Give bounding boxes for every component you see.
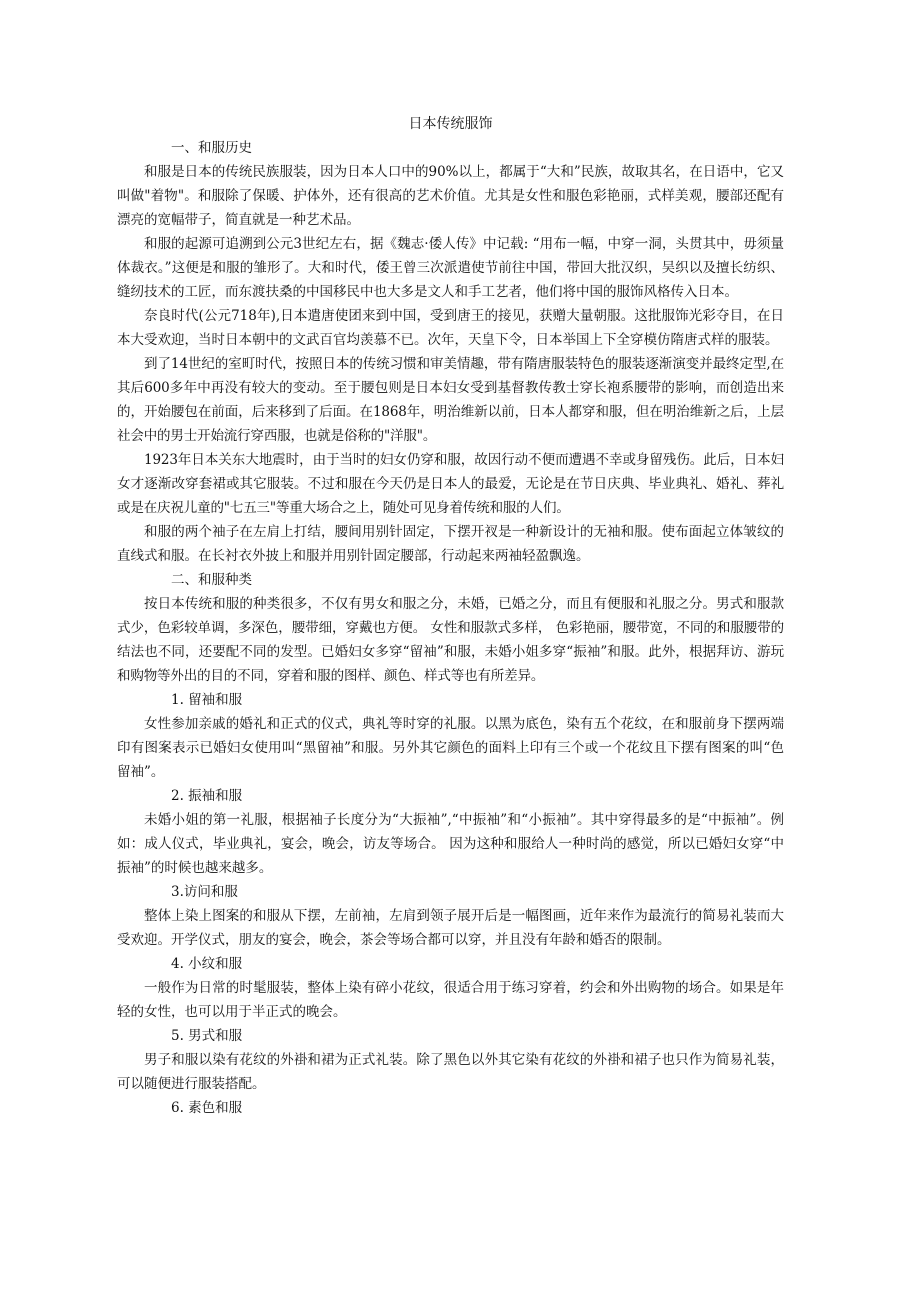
kind-heading-mens: 5. 男式和服 bbox=[171, 1028, 243, 1044]
kind-heading-iromuji: 6. 素色和服 bbox=[171, 1100, 243, 1116]
section-heading-history: 一、和服历史 bbox=[171, 140, 252, 156]
paragraph: 到了14世纪的室町时代，按照日本的传统习惯和审美情趣，带有隋唐服装特色的服装逐渐演变并最终定型,在其后600多年中再没有较大的变动。至于腰包则是日本妇女受到基督教传教士穿长袍系腰带的影响，而创造出来的，开始腰包在前面，后来移到了后面。在1868年，明治维新以前，日本人都穿和服，但在明治维新之后，上层社会中的男士开始流行穿西服，也就是俗称的"洋服"。 bbox=[117, 356, 784, 444]
document-page bbox=[117, 112, 784, 1120]
kind-heading-houmongi: 3.访问和服 bbox=[171, 884, 238, 900]
kind-heading-tomesode: 1. 留袖和服 bbox=[171, 692, 243, 708]
paragraph: 一般作为日常的时髦服装，整体上染有碎小花纹，很适合用于练习穿着，约会和外出购物的场合。如果是年轻的女性，也可以用于半正式的晚会。 bbox=[117, 980, 784, 1020]
paragraph: 男子和服以染有花纹的外褂和裙为正式礼装。除了黑色以外其它染有花纹的外褂和裙子也只作为简易礼装，可以随便进行服装搭配。 bbox=[117, 1052, 784, 1092]
kind-heading-furisode: 2. 振袖和服 bbox=[171, 788, 243, 804]
paragraph: 1923年日本关东大地震时，由于当时的妇女仍穿和服，故因行动不便而遭遇不幸或身留残伤。此后，日本妇女才逐渐改穿套裙或其它服装。不过和服在今天仍是日本人的最爱，无论是在节日庆典、毕业典礼、婚礼、葬礼或是在庆祝儿童的"七五三"等重大场合之上，随处可见身着传统和服的人们。 bbox=[117, 452, 784, 516]
paragraph: 和服的两个袖子在左肩上打结，腰间用别针固定，下摆开衩是一种新设计的无袖和服。使布面起立体皱纹的直线式和服。在长衬衣外披上和服并用别针固定腰部，行动起来两袖轻盈飘逸。 bbox=[117, 524, 784, 564]
section-heading-kinds: 二、和服种类 bbox=[171, 572, 252, 588]
paragraph: 按日本传统和服的种类很多，不仅有男女和服之分，未婚，已婚之分，而且有便服和礼服之分。男式和服款式少，色彩较单调，多深色，腰带细，穿戴也方便。 女性和服款式多样， 色彩艳丽，腰带宽，不同的和服腰带的结法也不同，还要配不同的发型。已婚妇女多穿“留袖”和服，未婚小姐多穿“振袖”和服。此外，根据拜访、游玩和购物等外出的目的不同，穿着和服的图样、颜色、样式等也有所差异。 bbox=[117, 596, 784, 684]
paragraph: 未婚小姐的第一礼服，根据袖子长度分为“大振袖”,“中振袖”和“小振袖”。其中穿得最多的是“中振袖”。例如：成人仪式，毕业典礼，宴会，晚会，访友等场合。 因为这种和服给人一种时尚的感觉，所以已婚妇女穿“中振袖”的时候也越来越多。 bbox=[117, 812, 784, 876]
document-title: 日本传统服饰 bbox=[408, 116, 493, 132]
kind-heading-komon: 4. 小纹和服 bbox=[171, 956, 243, 972]
paragraph: 和服的起源可追溯到公元3世纪左右，据《魏志·倭人传》中记载: “用布一幅，中穿一洞，头贯其中，毋须量体裁衣。”这便是和服的雏形了。大和时代，倭王曾三次派遣使节前往中国，带回大批汉织，吴织以及擅长纺织、缝纫技术的工匠，而东渡扶桑的中国移民中也大多是文人和手工艺者，他们将中国的服饰风格传入日本。 bbox=[117, 236, 784, 300]
paragraph: 和服是日本的传统民族服装，因为日本人口中的90%以上，都属于“大和”民族，故取其名，在日语中，它又叫做"着物"。和服除了保暖、护体外，还有很高的艺术价值。尤其是女性和服色彩艳丽，式样美观，腰部还配有漂亮的宽幅带子，简直就是一种艺术品。 bbox=[117, 164, 784, 228]
paragraph: 女性参加亲戚的婚礼和正式的仪式，典礼等时穿的礼服。以黑为底色，染有五个花纹，在和服前身下摆两端印有图案表示已婚妇女使用叫“黑留袖”和服。另外其它颜色的面料上印有三个或一个花纹且下摆有图案的叫“色留袖”。 bbox=[117, 716, 784, 780]
paragraph: 整体上染上图案的和服从下摆，左前袖，左肩到领子展开后是一幅图画，近年来作为最流行的简易礼装而大受欢迎。开学仪式，朋友的宴会，晚会，茶会等场合都可以穿，并且没有年龄和婚否的限制。 bbox=[117, 908, 784, 948]
paragraph: 奈良时代(公元718年),日本遣唐使团来到中国，受到唐王的接见，获赠大量朝服。这批服饰光彩夺目，在日本大受欢迎，当时日本朝中的文武百官均羡慕不已。次年，天皇下令，日本举国上下全穿模仿隋唐式样的服装。 bbox=[117, 308, 784, 348]
